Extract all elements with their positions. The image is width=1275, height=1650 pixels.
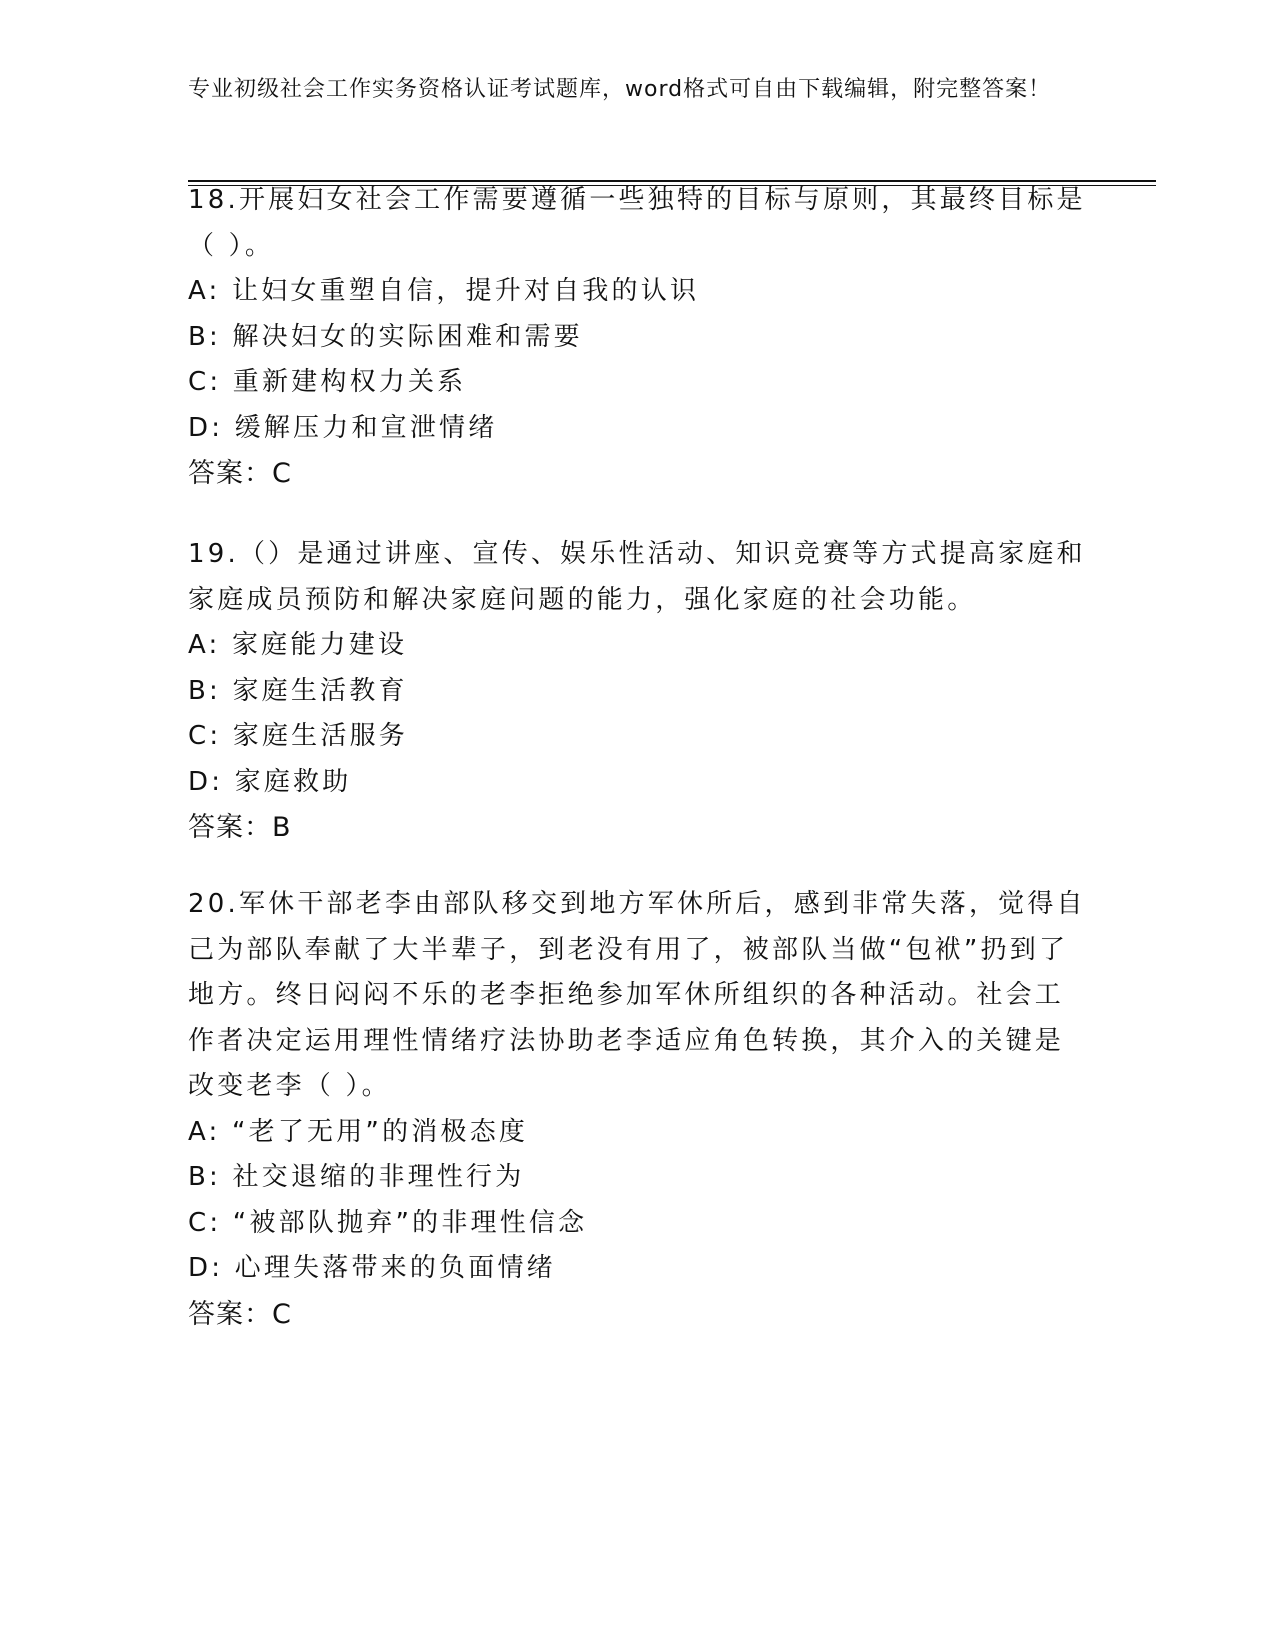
- option-c: C: 重新建构权力关系: [188, 367, 467, 397]
- option-d: D: 心理失落带来的负面情绪: [188, 1253, 556, 1283]
- question-18: [188, 178, 1088, 497]
- option-b: B: 社交退缩的非理性行为: [188, 1162, 525, 1192]
- document-header: 专业初级社会工作实务资格认证考试题库，word格式可自由下载编辑，附完整答案！: [188, 77, 1052, 102]
- question-20: [188, 882, 1088, 1337]
- option-c: C: 家庭生活服务: [188, 721, 408, 751]
- option-d: D: 缓解压力和宣泄情绪: [188, 412, 498, 443]
- answer-label: 答案：C: [188, 458, 292, 489]
- answer-label: 答案：C: [188, 1298, 292, 1330]
- question-stem: 20.军休干部老李由部队移交到地方军休所后，感到非常失落，觉得自己为部队奉献了大半辈子，到老没有用了，被部队当做“包袱”扔到了地方。终日闷闷不乐的老李拒绝参加军休所组织的各种活动。社会工作者决定运用理性情绪疗法协助老李适应角色转换，其介入的关键是改变老李（ ）。: [188, 889, 1086, 1101]
- question-stem: 18.开展妇女社会工作需要遵循一些独特的目标与原则，其最终目标是（ ）。: [188, 185, 1086, 261]
- option-a: A: “老了无用”的消极态度: [188, 1116, 529, 1147]
- question-stem: 19.（）是通过讲座、宣传、娱乐性活动、知识竞赛等方式提高家庭和家庭成员预防和解决家庭问题的能力，强化家庭的社会功能。: [188, 539, 1086, 615]
- option-b: B: 解决妇女的实际困难和需要: [188, 321, 583, 352]
- option-c: C: “被部队抛弃”的非理性信念: [188, 1207, 588, 1238]
- answer-label: 答案：B: [188, 812, 292, 843]
- option-d: D: 家庭救助: [188, 766, 352, 797]
- option-a: A: 让妇女重塑自信，提升对自我的认识: [188, 276, 700, 306]
- question-19: [188, 532, 1088, 851]
- option-b: B: 家庭生活教育: [188, 675, 408, 706]
- option-a: A: 家庭能力建设: [188, 630, 408, 660]
